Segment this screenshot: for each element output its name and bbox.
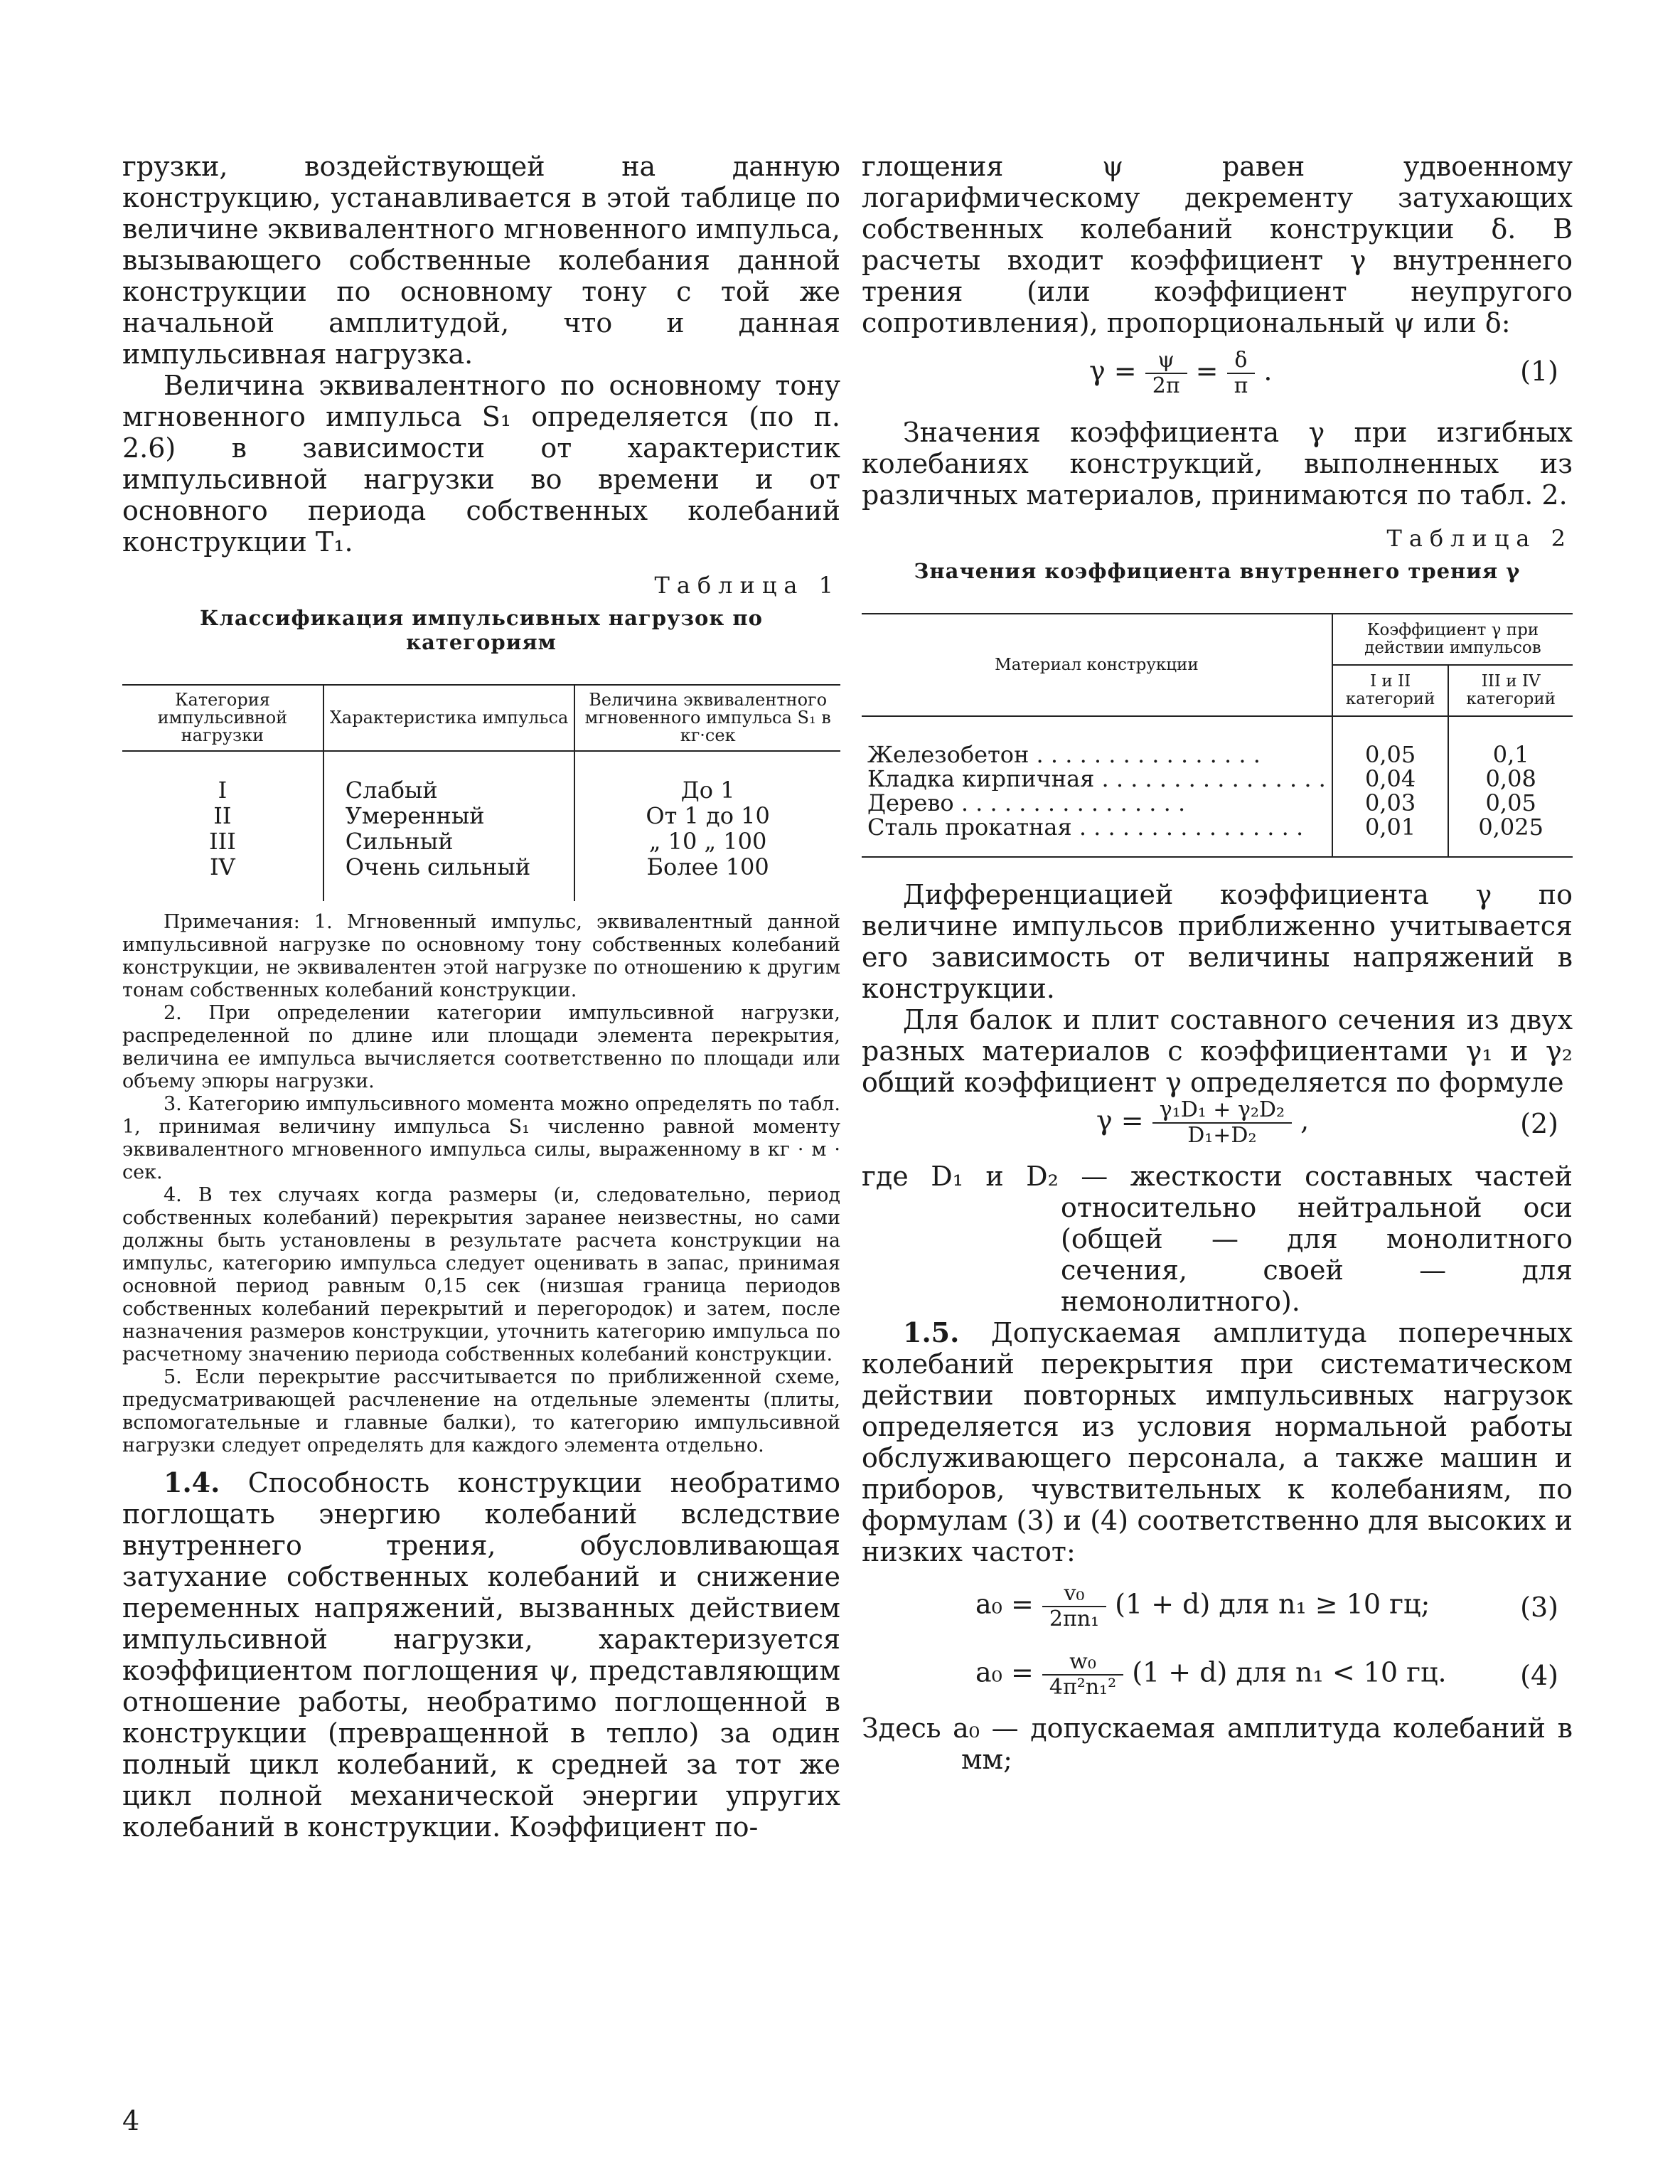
fraction (1145, 348, 1187, 398)
formula-3 (862, 1579, 1573, 1640)
denominator: π (1234, 373, 1248, 398)
paragraph: Значения коэффициента γ при изгибных колебаниях конструкций, выполненных из различных материалов, принимаются по табл. 2. (862, 417, 1573, 511)
table-row (122, 829, 840, 854)
table-header-cell: I и II категорий (1332, 665, 1449, 716)
paragraph: где D₁ и D₂ — жесткости составных частей относительно нейтральной оси (общей — для монолитного сечения, своей — для немонолитного). (862, 1161, 1573, 1317)
table-cell: Более 100 (574, 854, 840, 901)
table-header-row (122, 685, 840, 751)
table-header-cell: III и IV категорий (1448, 665, 1573, 716)
note: Примечания: 1. Мгновенный импульс, эквивалентный данной импульсивной нагрузке по основному тону собственных колебаний конструкции, не эквивалентен этой нагрузке по отношению к другим тонам собственных колебаний конструкции. (122, 911, 840, 1001)
table-cell: „ 10 „ 100 (574, 829, 840, 854)
fraction (1227, 348, 1256, 398)
paragraph-text: Способность конструкции необратимо поглощать энергию колебаний вследствие внутреннего трения, обусловливающая затухание собственных колебаний и снижение переменных напряжений, вызванных действием импульсивной нагрузки, характеризуется коэффициентом поглощения ψ, представляющим отношение работы, необратимо поглощенной в конструкции (превращенной в тепло) за один полный цикл колебаний, к средней за тот же цикл полной механической энергии упругих колебаний в конструкции. Коэффициент по- (122, 1467, 840, 1843)
paragraph: грузки, воздействующей на данную конструкцию, устанавливается в этой таблице по величине эквивалентного мгновенного импульса, вызывающего собственные колебания данной конструкции по основному тону с той же начальной амплитудой, что и данная импульсивная нагрузка. (122, 151, 840, 370)
table-cell: Слабый (323, 751, 575, 803)
fraction (1042, 1650, 1123, 1700)
formula-number: (2) (1520, 1108, 1558, 1139)
table-cell: Железобетон . . . (862, 716, 1332, 767)
formula-lhs: a₀ = (975, 1656, 1034, 1688)
table-row (122, 854, 840, 901)
formula-number: (4) (1520, 1660, 1558, 1691)
note: 3. Категорию импульсивного момента можно определять по табл. 1, принимая величину импульса S₁ численно равной моменту эквивалентного мгновенного импульса силы, выраженному в кг · м · сек. (122, 1093, 840, 1183)
table-header-row (862, 614, 1573, 665)
formula-lhs: a₀ = (975, 1588, 1034, 1620)
note: 5. Если перекрытие рассчитывается по приближенной схеме, предусматривающей расчленение на отдельные элементы (плиты, вспомогательные и главные балки), то категорию импульсивной нагрузки следует определять для каждого элемента отдельно. (122, 1366, 840, 1456)
denominator: 4π²n₁² (1049, 1675, 1117, 1700)
formula-4 (862, 1647, 1573, 1712)
table-header-cell: Категория импульсивной нагрузки (122, 685, 323, 751)
formula-rest: (1 + d) для n₁ ≥ 10 гц; (1115, 1588, 1430, 1620)
formula-1 (862, 346, 1573, 398)
denominator: 2πn₁ (1049, 1607, 1100, 1631)
formula-2 (862, 1098, 1573, 1155)
left-column (122, 151, 840, 1843)
table-cell: Сталь прокатная . . . (862, 815, 1332, 857)
table-cell: 0,01 (1332, 815, 1449, 857)
denominator: D₁+D₂ (1187, 1123, 1257, 1148)
table-1-label: Таблица 1 (654, 572, 840, 599)
formula-lhs: γ = (1089, 355, 1137, 387)
table-cell: Дерево . . . (862, 791, 1332, 815)
table-cell: 0,025 (1448, 815, 1573, 857)
table-row (122, 803, 840, 829)
table-cell: 0,08 (1448, 767, 1573, 791)
formula-lhs: γ = (1096, 1104, 1144, 1136)
table-header-cell: Материал конструкции (862, 614, 1332, 716)
table-1-notes (122, 911, 840, 1457)
paragraph-text: Допускаемая амплитуда поперечных колебаний перекрытия при систематическом действии повторных импульсивных нагрузок определяется из условия нормальной работы обслуживающего персонала, а также машин и приборов, чувствительных к колебаниям, по формулам (3) и (4) соответственно для высоких и низких частот: (862, 1317, 1573, 1567)
table-row (862, 791, 1573, 815)
table-cell: IV (210, 853, 235, 880)
table-2 (862, 613, 1573, 858)
table-cell: До 1 (574, 751, 840, 803)
formula-number: (1) (1520, 356, 1558, 387)
table-cell: III (208, 828, 236, 855)
numerator: δ (1227, 348, 1256, 374)
table-cell: 0,05 (1448, 791, 1573, 815)
table-cell: 0,03 (1332, 791, 1449, 815)
note: 4. В тех случаях когда размеры (и, следовательно, период собственных колебаний) перекрытия заранее неизвестны, но сами должны быть установлены в результате расчета конструкции на импульс, категорию импульса следует оценивать в запас, принимая основной период равным 0,15 сек (низшая граница периодов собственных колебаний перекрытий и перегородок) и затем, после назначения размеров конструкции, уточнить категорию импульса по расчетному значению периода собственных колебаний конструкции. (122, 1184, 840, 1365)
fraction (1152, 1098, 1292, 1148)
paragraph (122, 1467, 840, 1843)
paragraph: Для балок и плит составного сечения из двух разных материалов с коэффициентами γ₁ и γ₂ общий коэффициент γ определяется по формуле (862, 1004, 1573, 1098)
section-number: 1.4. (164, 1466, 220, 1498)
numerator: w₀ (1042, 1650, 1123, 1676)
table-cell: II (213, 802, 232, 829)
paragraph (862, 1317, 1573, 1567)
paragraph: Дифференциацией коэффициента γ по величине импульсов приближенно учитывается его зависимость от величины напряжений в конструкции. (862, 879, 1573, 1004)
table-2-title: Значения коэффициента внутреннего трения γ (914, 559, 1521, 583)
fraction (1042, 1582, 1106, 1631)
numerator: v₀ (1042, 1582, 1106, 1607)
numerator: ψ (1145, 348, 1187, 374)
table-cell: От 1 до 10 (574, 803, 840, 829)
paragraph: глощения ψ равен удвоенному логарифмическому декременту затухающих собственных колебаний конструкции δ. В расчеты входит коэффициент γ внутреннего трения (или коэффициент неупругого сопротивления), пропорциональный ψ или δ: (862, 151, 1573, 339)
section-number: 1.5. (903, 1316, 960, 1348)
punctuation: . (1263, 355, 1273, 387)
equals-sign: = (1195, 355, 1219, 387)
numerator: γ₁D₁ + γ₂D₂ (1152, 1098, 1292, 1124)
table-1 (122, 684, 840, 901)
paragraph: Величина эквивалентного по основному тону мгновенного импульса S₁ определяется (по п. 2.6) в зависимости от характеристик импульсивной нагрузки во времени и от основного периода собственных колебаний конструкции T₁. (122, 370, 840, 558)
right-column (862, 151, 1573, 1775)
table-cell: 0,1 (1448, 716, 1573, 767)
table-cell: I (218, 777, 228, 804)
table-1-title: Классификация импульсивных нагрузок по категориям (200, 606, 763, 654)
denominator: 2π (1152, 373, 1180, 398)
page-number: 4 (122, 2105, 140, 2136)
formula-number: (3) (1520, 1592, 1558, 1623)
table-header-cell: Величина эквивалентного мгновенного импульса S₁ в кг·сек (574, 685, 840, 751)
table-cell: 0,04 (1332, 767, 1449, 791)
note: 2. При определении категории импульсивной нагрузки, распределенной по длине или площади элемента перекрытия, величина ее импульса вычисляется соответственно по площади или объему эпюры нагрузки. (122, 1002, 840, 1092)
table-cell: Кладка кирпичная . . . (862, 767, 1332, 791)
table-header-cell: Характеристика импульса (323, 685, 575, 751)
table-cell: Сильный (323, 829, 575, 854)
table-row (862, 767, 1573, 791)
table-row (122, 751, 840, 803)
table-cell: Очень сильный (323, 854, 575, 901)
table-cell: 0,05 (1332, 716, 1449, 767)
punctuation: , (1300, 1104, 1310, 1136)
paragraph: Здесь a₀ — допускаемая амплитуда колебаний в мм; (862, 1712, 1573, 1775)
table-row (862, 716, 1573, 767)
formula-rest: (1 + d) для n₁ < 10 гц. (1132, 1656, 1447, 1688)
table-header-cell: Коэффициент γ при действии импульсов (1332, 614, 1573, 665)
table-row (862, 815, 1573, 857)
table-cell: Умеренный (323, 803, 575, 829)
table-2-label: Таблица 2 (1386, 525, 1573, 552)
